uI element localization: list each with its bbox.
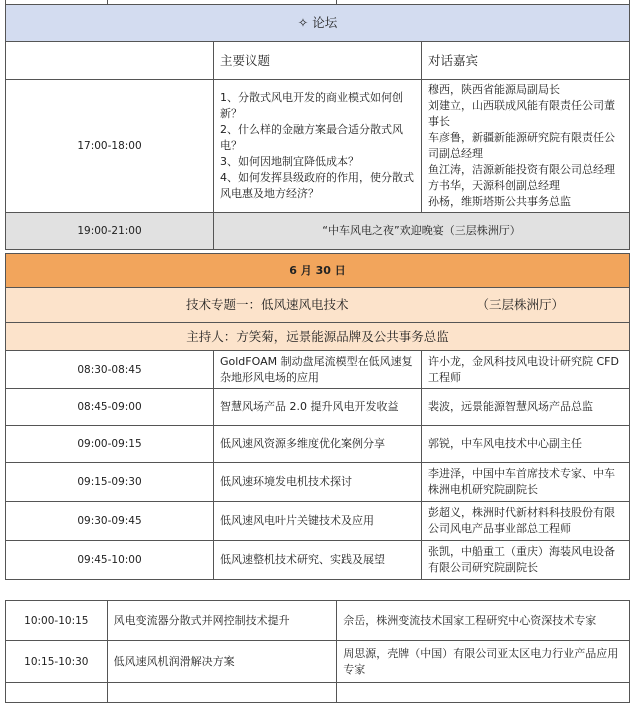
forum-topics: 1、分散式风电开发的商业模式如何创新？ 2、什么样的金融方案最合适分散式风电？ 3、如何因地制宜降低成本？ 4、如何发挥县级政府的作用，使分散式风电惠及地方经济？	[214, 80, 422, 213]
table-row	[6, 601, 630, 641]
slot-speaker: 李进泽，中国中车首席技术专家、中车株洲电机研究院副院长	[422, 463, 630, 502]
slot-speaker: 彭超义，株洲时代新材料科技股份有限公司风电产品事业部总工程师	[422, 502, 630, 541]
day-table	[5, 253, 630, 580]
slot-speaker: 郭锐，中车风电技术中心副主任	[422, 426, 630, 463]
table-row	[6, 389, 630, 426]
forum-table	[5, 4, 630, 250]
table-row	[6, 502, 630, 541]
slot-time: 09:45-10:00	[6, 541, 214, 580]
forum-time-header	[6, 42, 214, 80]
dinner-label: “中车风电之夜”欢迎晚宴（三层株洲厅）	[214, 213, 630, 250]
slot-topic: 低风速风电叶片关键技术及应用	[214, 502, 422, 541]
date-bar: 6 月 30 日	[6, 254, 630, 288]
forum-guest-header: 对话嘉宾	[422, 42, 630, 80]
slot-time: 09:00-09:15	[6, 426, 214, 463]
forum-topic-header: 主要议题	[214, 42, 422, 80]
slot-speaker: 佘岳，株洲变流技术国家工程研究中心资深技术专家	[337, 601, 630, 641]
slot-time: 10:00-10:15	[6, 601, 108, 641]
slot-topic: 智慧风场产品 2.0 提升风电开发收益	[214, 389, 422, 426]
slot-topic: 风电变流器分散式并网控制技术提升	[107, 601, 337, 641]
session-bar	[6, 288, 630, 323]
slot-speaker: 周思源，壳牌（中国）有限公司亚太区电力行业产品应用专家	[337, 641, 630, 683]
slot-topic: GoldFOAM 制动盘尾流模型在低风速复杂地形风电场的应用	[214, 351, 422, 389]
slot-time: 08:45-09:00	[6, 389, 214, 426]
table-row	[6, 426, 630, 463]
forum-header: ✧ 论坛	[6, 5, 630, 42]
session-venue: （三层株洲厅）	[476, 297, 564, 312]
dinner-time: 19:00-21:00	[6, 213, 214, 250]
host-bar: 主持人：方笑菊，远景能源品牌及公共事务总监	[6, 323, 630, 351]
session-title: 技术专题一：低风速风电技术	[186, 297, 349, 312]
slot-time: 09:30-09:45	[6, 502, 214, 541]
table-row	[6, 463, 630, 502]
table-row	[6, 541, 630, 580]
slot-time: 09:15-09:30	[6, 463, 214, 502]
slot-speaker: 许小龙，金风科技风电设计研究院 CFD 工程师	[422, 351, 630, 389]
slot-time: 10:15-10:30	[6, 641, 108, 683]
slot-topic: 低风速风资源多维度优化案例分享	[214, 426, 422, 463]
slot-speaker: 张凯，中船重工（重庆）海装风电设备有限公司研究院副院长	[422, 541, 630, 580]
day-table-continued	[5, 600, 630, 703]
table-row	[6, 351, 630, 389]
slot-topic: 低风速整机技术研究、实践及展望	[214, 541, 422, 580]
forum-guests: 穆西，陕西省能源局副局长 刘建立，山西联成风能有限责任公司董事长 车彦鲁，新疆新能源研究院有限责任公司副总经理 鱼江涛，洁源新能投资有限公司总经理 方书华，天源科创副总经理 孙杨，维斯塔斯公共事务总监	[422, 80, 630, 213]
slot-speaker: 裴波，远景能源智慧风场产品总监	[422, 389, 630, 426]
slot-topic: 低风速风机润滑解决方案	[107, 641, 337, 683]
forum-time: 17:00-18:00	[6, 80, 214, 213]
table-row	[6, 641, 630, 683]
slot-time: 08:30-08:45	[6, 351, 214, 389]
slot-topic: 低风速环境发电机技术探讨	[214, 463, 422, 502]
